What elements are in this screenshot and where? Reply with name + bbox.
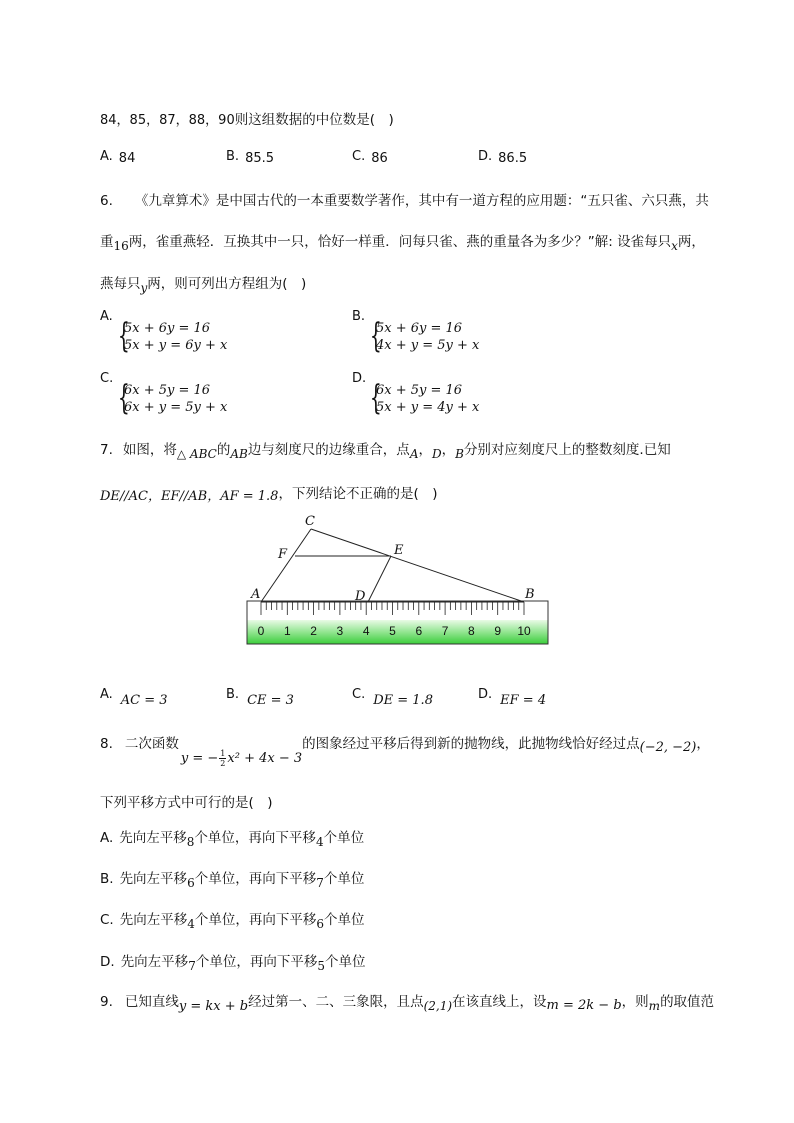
q7-line-2: DE//AC，EF//AB，AF = 1.8，下列结论不正确的是( ) [100, 486, 438, 504]
q5-data-values: 84，85，87，88，90 [100, 113, 235, 128]
ruler-label: 9 [494, 624, 502, 638]
q8-option-a[interactable]: A. 先向左平移8个单位，再向下平移4个单位 [100, 830, 365, 849]
q5-question-text: 则这组数据的中位数是( ) [234, 112, 394, 128]
q5-option-c[interactable]: C. 86 [352, 149, 388, 166]
q6-c-eq1: 6x + 5y = 16 [124, 383, 211, 398]
q6-option-c[interactable]: C. { 6x + 5y = 16 6x + y = 5y + x [100, 371, 228, 418]
point-label-c: C [305, 514, 315, 529]
point-label-d: D [355, 589, 366, 604]
q8-number: 8. [100, 736, 113, 752]
q5-option-d[interactable]: D. 86.5 [478, 149, 528, 166]
ruler-label: 4 [362, 624, 370, 638]
q8-option-d[interactable]: D. 先向左平移7个单位，再向下平移5个单位 [100, 954, 366, 973]
q7-number: 7. [100, 442, 113, 458]
q6-a-eq2: 5x + y = 6y + x [124, 338, 228, 353]
ruler-label: 8 [468, 624, 475, 638]
ruler-label: 6 [415, 624, 423, 638]
q6-b-eq2: 4x + y = 5y + x [376, 338, 480, 353]
ruler-label: 10 [517, 624, 531, 638]
segment-cb [311, 529, 524, 602]
point-label-e: E [394, 543, 404, 558]
q6-b-eq1: 5x + 6y = 16 [376, 321, 463, 336]
q5-option-b[interactable]: B. 85.5 [226, 149, 275, 166]
q8-option-c[interactable]: C. 先向左平移4个单位，再向下平移6个单位 [100, 912, 365, 931]
q7-option-d[interactable]: D. EF = 4 [478, 687, 547, 708]
q6-a-eq1: 5x + 6y = 16 [124, 321, 211, 336]
q6-option-a[interactable]: A. { 5x + 6y = 16 5x + y = 6y + x [100, 309, 228, 356]
segment-de [368, 556, 391, 602]
q6-line-2: 重16两，雀重燕轻．互换其中一只，恰好一样重．问每只雀、燕的重量各为多少？”解: 设雀每只x两， [100, 234, 705, 253]
ruler-label: 5 [389, 624, 396, 638]
q7-option-c[interactable]: C. DE = 1.8 [352, 687, 433, 708]
q6-d-eq1: 6x + 5y = 16 [376, 383, 463, 398]
q5-stem [100, 108, 394, 128]
point-label-a: A [251, 587, 261, 602]
q6-line-3: 燕每只y两，则可列出方程组为( ) [100, 276, 307, 295]
segment-ca [261, 529, 311, 602]
q8-line-2: 下列平移方式中可行的是( ) [100, 795, 273, 811]
q6-number: 6. [100, 193, 113, 209]
point-label-b: B [525, 587, 535, 602]
q6-option-d[interactable]: D. { 6x + 5y = 16 5x + y = 4y + x [352, 371, 480, 418]
point-label-f: F [278, 547, 288, 562]
q9-line-1: 9. 已知直线y = kx + b经过第一、二、三象限，且点(2,1)在该直线上，设m = 2k − b，则m的取值范 [100, 994, 715, 1014]
ruler-green-band [248, 620, 548, 644]
ruler-label: 2 [310, 624, 317, 638]
ruler-label: 1 [283, 624, 291, 638]
q5-option-a[interactable]: A. 84 [100, 149, 136, 166]
q7-option-b[interactable]: B. CE = 3 [226, 687, 294, 708]
q8-line-1: 8. 二次函数y = − $\frac{1}{2}$ x² + 4x − 3的图象经过平移后得到新的抛物线，此抛物线恰好经过点(−2, −2)， [100, 736, 710, 768]
q8-function: y = − $\frac{1}{2}$ x² + 4x − 3 [180, 749, 303, 768]
q7-line-1: 7. 如图，将△ ABC的AB边与刻度尺的边缘重合，点A，D，B分别对应刻度尺上的整数刻度.已知 [100, 442, 671, 461]
ruler-label: 3 [336, 624, 344, 638]
q6-line-1: 6. 《九章算术》是中国古代的一本重要数学著作，其中有一道方程的应用题：“五只雀、六只燕，共 [100, 193, 709, 209]
q8-option-b[interactable]: B. 先向左平移6个单位，再向下平移7个单位 [100, 871, 365, 890]
q6-option-b[interactable]: B. { 5x + 6y = 16 4x + y = 5y + x [352, 309, 480, 356]
q6-c-eq2: 6x + y = 5y + x [124, 400, 228, 415]
q7-triangle-ruler-figure [240, 510, 560, 650]
q6-d-eq2: 5x + y = 4y + x [376, 400, 480, 415]
q7-option-a[interactable]: A. AC = 3 [100, 687, 168, 708]
q9-number: 9. [100, 994, 113, 1010]
ruler-label: 0 [257, 624, 265, 638]
ruler-label: 7 [441, 624, 449, 638]
